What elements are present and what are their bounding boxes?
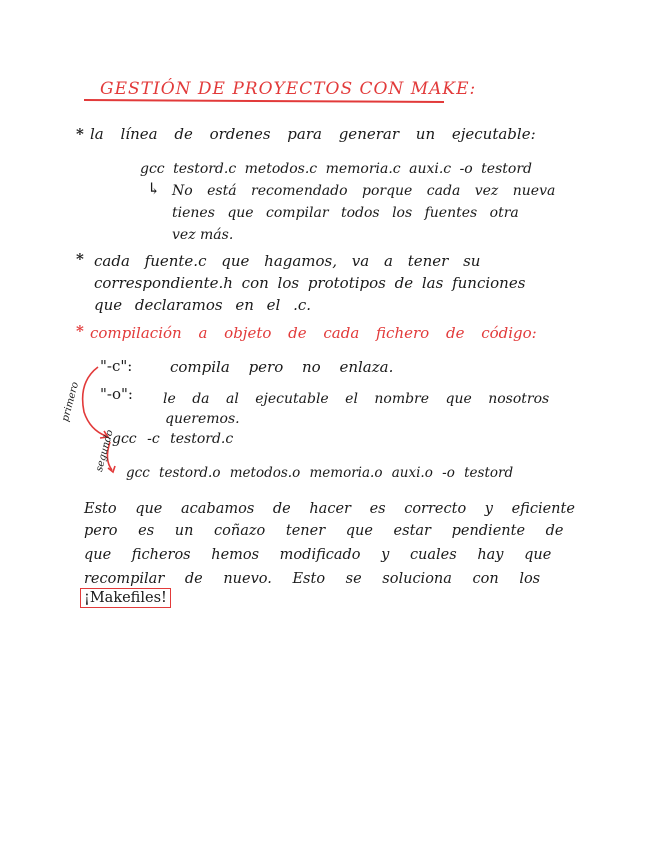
flag-o-label: "-o":: [100, 385, 133, 403]
bullet3-marker: *: [76, 322, 84, 340]
side-label-segundo: segundo: [94, 428, 116, 473]
page-title: GESTIÓN DE PROYECTOS CON MAKE:: [100, 79, 477, 99]
flag-o-description-line1: le da al ejecutable el nombre que nosotros: [163, 391, 550, 407]
closing-line3: que ficheros hemos modificado y cuales hay que: [84, 547, 552, 563]
bullet1-note-line2: tienes que compilar todos los fuentes otra: [172, 205, 519, 221]
bullet2-marker: *: [76, 250, 84, 268]
bullet2-line1: cada fuente.c que hagamos, va a tener su: [94, 252, 481, 270]
bullet1-note-line3: vez más.: [172, 227, 234, 243]
compile-command-2: gcc testord.o metodos.o memoria.o auxi.o -o testord: [126, 465, 514, 481]
bullet1-arrow: ↳: [147, 179, 161, 198]
title-underline: [84, 99, 444, 103]
bullet1-text: la línea de ordenes para generar un ejecutable:: [90, 125, 536, 143]
makefiles-highlight: ¡Makefiles!: [80, 588, 171, 608]
closing-line1: Esto que acabamos de hacer es correcto y eficiente: [84, 501, 575, 517]
flag-c-description: compila pero no enlaza.: [170, 358, 394, 376]
closing-line2: pero es un coñazo tener que estar pendiente de: [84, 523, 564, 539]
bullet2-line3: que declaramos en el .c.: [94, 296, 312, 314]
bullet1-marker: *: [76, 125, 84, 143]
bullet1-command: gcc testord.c metodos.c memoria.c auxi.c -o testord: [140, 161, 532, 177]
flag-o-description-line2: queremos.: [165, 411, 240, 427]
side-label-primero: primero: [60, 380, 82, 423]
closing-line4: recompilar de nuevo. Esto se soluciona con los: [84, 571, 541, 587]
bullet2-line2: correspondiente.h con los prototipos de las funciones: [94, 274, 526, 292]
flag-c-label: "-c":: [100, 357, 133, 375]
compile-command-1: gcc -c testord.c: [112, 431, 234, 447]
bullet1-note-line1: No está recomendado porque cada vez nueva: [172, 183, 556, 199]
bullet3-heading: compilación a objeto de cada fichero de código:: [90, 324, 537, 342]
